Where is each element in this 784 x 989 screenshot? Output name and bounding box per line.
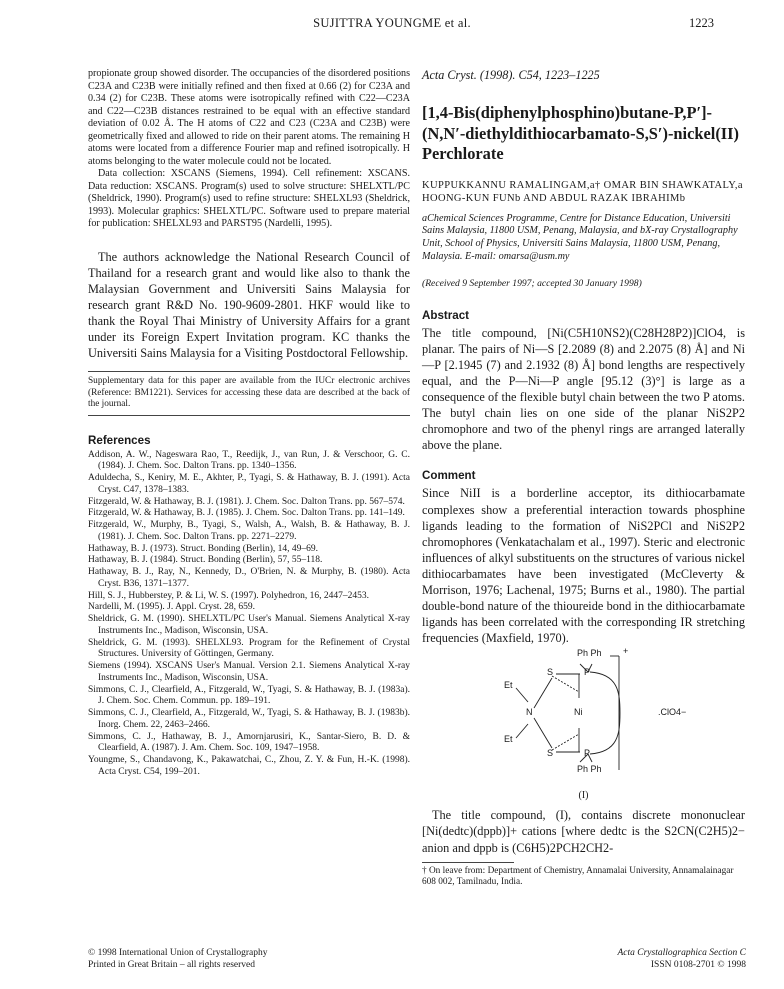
reference-item: Addison, A. W., Nageswara Rao, T., Reedijk, J., van Run, J. & Verschoor, G. C. (1984). J. Chem. Soc. Dalton Trans. pp. 1340–1356.: [88, 449, 410, 472]
data-collection-paragraph: Data collection: XSCANS (Siemens, 1994). Cell refinement: XSCANS. Data reduction: XSCANS. Program(s) used to solve structure: SHELXTL/PC (Sheldrick, 1990). Program(s) used to refine structure: SHELXL93 (Sheldrick, 1993). Molecular graphics: SHELXTL/PC. Software used to prepare material for publication: SHELXL93 and PARST95 (Nardelli, 1995).: [88, 168, 410, 229]
printed-line: Printed in Great Britain – all rights reserved: [88, 959, 255, 970]
abstract-heading: Abstract: [422, 308, 470, 322]
scheme-s-bottom: S: [547, 748, 554, 759]
reference-item: Simmons, C. J., Hathaway, B. J., Amornjarusiri, K., Santar-Siero, B. D. & Clearfield, A. (1987). J. Am. Chem. Soc. 109, 1947–1958.: [88, 731, 410, 754]
footer-journal: [617, 948, 746, 971]
reference-item: Hathaway, B. J. (1984). Struct. Bonding (Berlin), 57, 55–118.: [88, 555, 323, 566]
reference-list: [88, 450, 410, 779]
comment-text: Since NiII is a borderline acceptor, its dithiocarbamate complexes show a preferential interaction towards phosphine ligands leading to the formation of NiS2PCl and NiS2P2 chromophores (Venkatachalam et al., 1997). Steric and electronic influences of alkyl substituents on the structures of various nickel dithiocarbamates have been investigated (McCleverty & Morrison, 1976; Lachenal, 1975; Burns et al., 1980). The partial double-bond nature of the thioureide bond in the dithiocarbamate ligands has been correlated with the corresponding IR stretching frequencies (Maxfield, 1970).: [422, 486, 745, 646]
reference-item: Aduldecha, S., Keniry, M. E., Akhter, P., Tyagi, S. & Hathaway, B. J. (1991). Acta Cryst. C47, 1378–1383.: [88, 473, 410, 495]
right-column: [422, 68, 745, 889]
experimental-paragraph: propionate group showed disorder. The occupancies of the disordered positions C23A and C23B were initially refined and then fixed at 0.66 (2) for C23A and 0.34 (2) for C23B. These atoms were isotropically refined with C22—C23A and C22—C23B distances restrained to be equal with an effective standard deviation of 0.02 Å. The H atoms of C22 and C23 (C23A and C23B) were geometrically fixed and allowed to ride on their parent atoms. The remaining H atoms were located from a difference Fourier map and refined isotropically. H atoms belonging to the water molecule could not be located.: [88, 68, 410, 167]
footnote-rule: [422, 862, 514, 863]
scheme-ph-bottom: Ph Ph: [577, 764, 602, 775]
acknowledgement: The authors acknowledge the National Research Council of Thailand for a research grant and would like also to thank the Malaysian Government and Universiti Sains Malaysia for research grant R&D No. 190-9609-2801. HKF would like to thank the Royal Thai Ministry of University Affairs for a grant under its Foreign Expert Invitation program. KC thanks the Universiti Sains Malaysia for a Visiting Postdoctoral Fellowship.: [88, 249, 410, 361]
reference-item: Hathaway, B. J. (1973). Struct. Bonding (Berlin), 14, 49–69.: [88, 543, 318, 554]
reference-item: Sheldrick, G. M. (1993). SHELXL93. Program for the Refinement of Crystal Structures. University of Göttingen, Germany.: [88, 637, 410, 660]
abstract-text: The title compound, [Ni(C5H10NS2)(C28H28P2)]ClO4, is planar. The pairs of Ni—S [2.2089 (8) and 2.2075 (8) Å] and Ni—P [2.1945 (7) and 2.1932 (8) Å] bond lengths are respectively equal, and the P—Ni—P angle [95.12 (3)°] is large as a consequence of the flexible butyl chain between the two P atoms. The butyl chain lies on one side of the planar NiS2P2 chromophore and two of the phenyl rings are arranged laterally above the plane.: [422, 325, 745, 453]
scheme-s-top: S: [547, 667, 554, 678]
scheme-n: N: [526, 707, 533, 718]
scheme-ni: Ni: [574, 707, 583, 718]
supplementary-rule-bottom: [88, 415, 410, 416]
article-title: [1,4-Bis(diphenylphosphino)butane-P,P′]-(N,N′-diethyldithiocarbamato-S,S′)-nickel(II) Perchlorate: [422, 103, 739, 163]
scheme-et-bottom: Et: [504, 734, 513, 745]
copyright-line: © 1998 International Union of Crystallography: [88, 948, 268, 958]
scheme-counter-ion: .ClO4−: [658, 707, 687, 718]
reference-item: Sheldrick, G. M. (1990). SHELXTL/PC User's Manual. Siemens Analytical X-ray Instruments Inc., Madison, Wisconsin, USA.: [88, 614, 410, 636]
received-dates: (Received 9 September 1997; accepted 30 January 1998): [422, 277, 642, 289]
scheme-charge: +: [623, 646, 629, 657]
reference-item: Fitzgerald, W. & Hathaway, B. J. (1985). J. Chem. Soc. Dalton Trans. pp. 141–149.: [88, 508, 405, 519]
affiliation: aChemical Sciences Programme, Centre for Distance Education, Universiti Sains Malaysia, 11800 USM, Penang, Malaysia, and bX-ray Crystallography Unit, School of Physics, Universiti Sains Malaysia, 11800 USM, Penang, Malaysia. E-mail: omarsa@usm.my: [422, 212, 738, 262]
reference-item: Fitzgerald, W., Murphy, B., Tyagi, S., Walsh, A., Walsh, B. & Hathaway, B. J. (1981). J. Chem. Soc. Dalton Trans. pp. 2271–2279.: [88, 520, 410, 542]
running-head: [0, 16, 784, 34]
page-number: 1223: [689, 16, 714, 30]
reference-item: Siemens (1994). XSCANS User's Manual. Version 2.1. Siemens Analytical X-ray Instruments Inc., Madison, Wisconsin, USA.: [88, 661, 410, 683]
comment-continuation: The title compound, (I), contains discrete mononuclear [Ni(dedtc)(dppb)]+ cations [where dedtc is the S2CN(C2H5)2− anion and dppb is (C6H5)2PCH2CH2-: [422, 808, 745, 855]
footer-issn: ISSN 0108-2701 © 1998: [650, 959, 746, 970]
footer-journal-name: Acta Crystallographica Section C: [617, 948, 746, 958]
references-heading: References: [88, 433, 151, 447]
reference-item: Fitzgerald, W. & Hathaway, B. J. (1981). J. Chem. Soc. Dalton Trans. pp. 567–574.: [88, 496, 405, 507]
reference-item: Simmons, C. J., Clearfield, A., Fitzgerald, W., Tyagi, S. & Hathaway, B. J. (1983a). J. Chem. Soc. Chem. Commun. pp. 189–191.: [88, 684, 410, 707]
reference-item: Nardelli, M. (1995). J. Appl. Cryst. 28, 659.: [88, 602, 256, 613]
chemical-scheme: [422, 646, 745, 788]
scheme-p-top: P: [584, 667, 591, 678]
reference-item: Hathaway, B. J., Ray, N., Kennedy, D., O'Brien, N. & Murphy, B. (1980). Acta Cryst. B36, 1371–1377.: [88, 567, 410, 589]
journal-citation: Acta Cryst. (1998). C54, 1223–1225: [422, 68, 600, 82]
footnote: † On leave from: Department of Chemistry, Annamalai University, Annamalainagar 608 002, Tamilnadu, India.: [422, 865, 734, 888]
left-column: [88, 68, 410, 779]
comment-heading: Comment: [422, 469, 476, 483]
compound-number: (I): [578, 790, 589, 802]
scheme-ph-top: Ph Ph: [577, 648, 602, 659]
reference-item: Simmons, C. J., Clearfield, A., Fitzgerald, W., Tyagi, S. & Hathaway, B. J. (1983b). Inorg. Chem. 22, 2463–2466.: [88, 708, 410, 730]
reference-item: Youngme, S., Chandavong, K., Pakawatchai, C., Zhou, Z. Y. & Fun, H.-K. (1998). Acta Cryst. C54, 199–201.: [88, 755, 410, 777]
scheme-et-top: Et: [504, 680, 513, 691]
scheme-p-bottom: P: [584, 748, 591, 759]
running-author: SUJITTRA YOUNGME et al.: [313, 16, 471, 30]
reference-item: Hill, S. J., Hubberstey, P. & Li, W. S. (1997). Polyhedron, 16, 2447–2453.: [88, 590, 369, 601]
author-list: KUPPUKKANNU RAMALINGAM,a† OMAR BIN SHAWKATALY,a HOONG-KUN FUNb AND ABDUL RAZAK IBRAHIMb: [422, 179, 743, 204]
supplementary-note: Supplementary data for this paper are available from the IUCr electronic archives (Reference: BM1221). Services for accessing these data are described at the back of the journal.: [88, 376, 410, 410]
supplementary-rule: [88, 371, 410, 372]
footer-copyright: [88, 948, 268, 971]
